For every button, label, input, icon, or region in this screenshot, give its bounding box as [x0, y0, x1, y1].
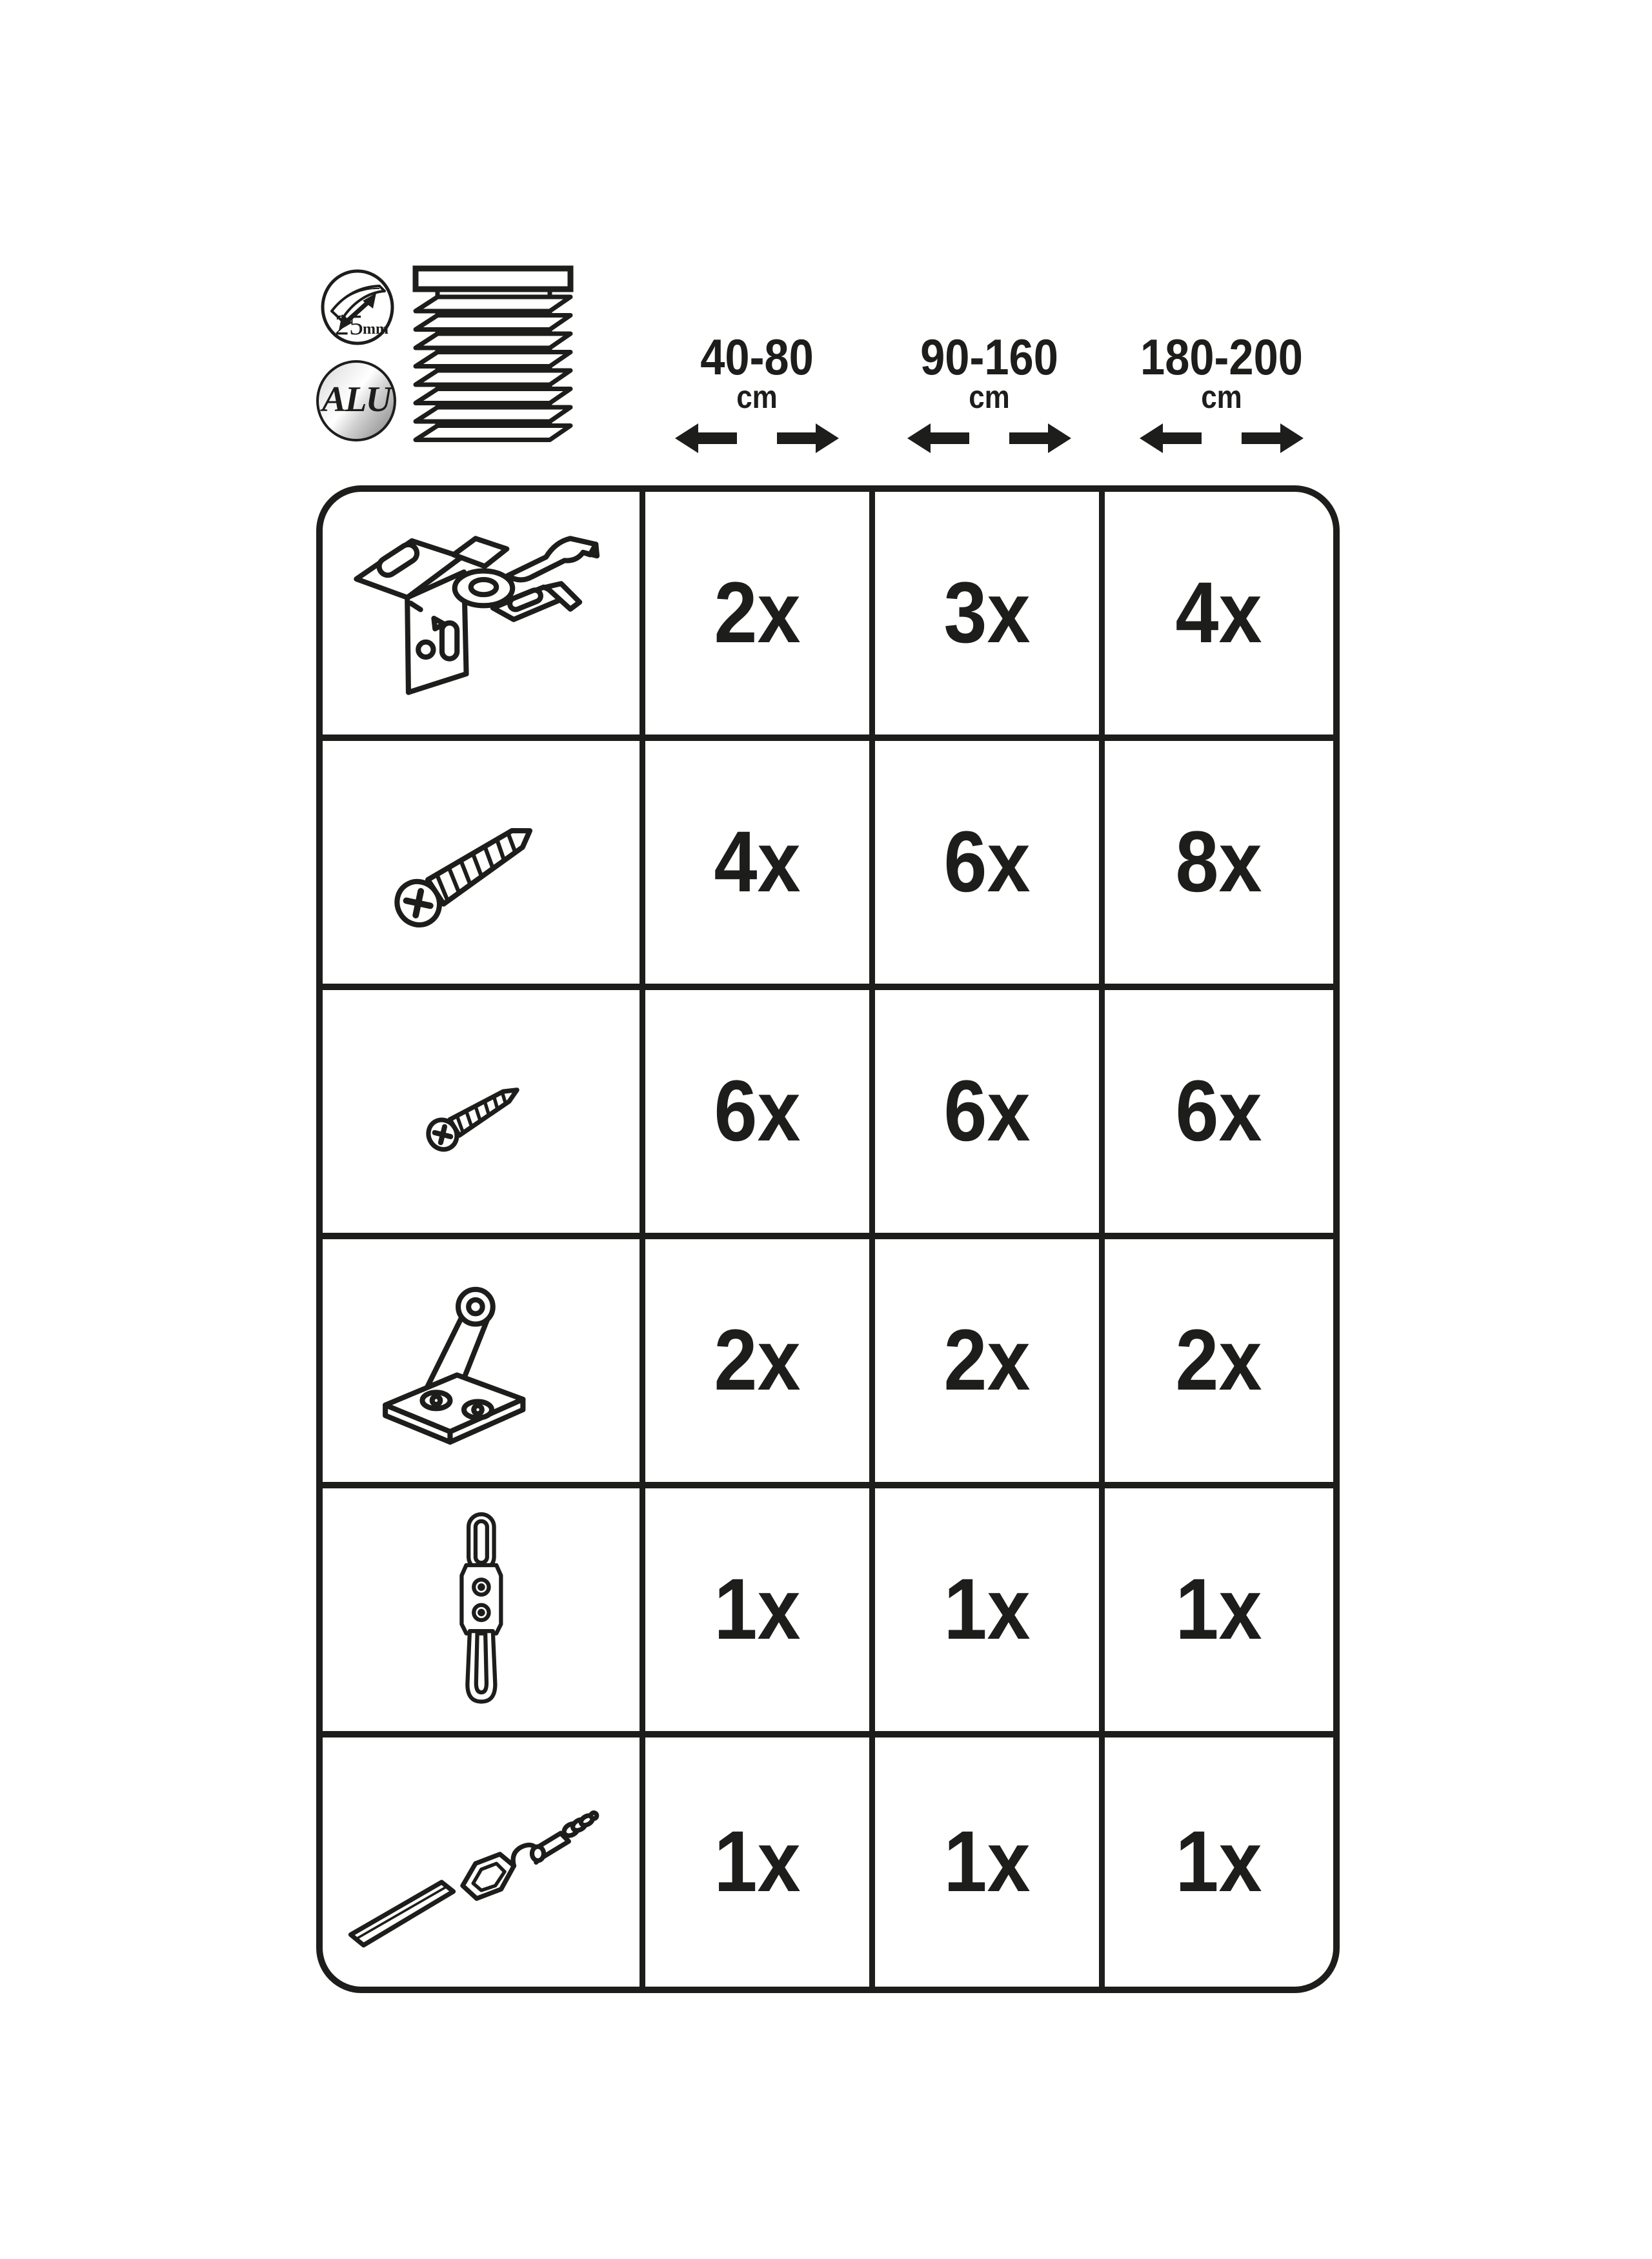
quantity-cell	[875, 1239, 1105, 1488]
quantity-cell	[1105, 741, 1333, 990]
part-cell-hold-down-bracket	[323, 1239, 645, 1488]
quantity-value: 1x	[1175, 1814, 1263, 1910]
quantity-value: 2x	[943, 1312, 1031, 1408]
width-arrows	[1105, 423, 1338, 453]
quantity-cell	[875, 1737, 1105, 1987]
quantity-cell	[1105, 990, 1333, 1239]
quantity-value: 1x	[714, 1814, 801, 1910]
alu-label: ALU	[322, 380, 390, 420]
slat-width-value: 25	[335, 309, 363, 341]
quantity-cell	[1105, 1239, 1333, 1488]
slat-width-unit: mm	[363, 321, 388, 338]
quantity-value: 1x	[1175, 1561, 1263, 1657]
quantity-value: 8x	[1175, 814, 1263, 910]
part-cell-cord-cleat	[323, 1488, 645, 1737]
quantity-cell	[645, 1488, 875, 1737]
size-column-header-90-160	[873, 329, 1105, 453]
quantity-cell	[875, 492, 1105, 741]
hold-down-bracket-icon	[336, 1249, 627, 1472]
part-cell-tilt-wand	[323, 1737, 645, 1987]
quantity-cell	[645, 741, 875, 990]
quantity-cell	[875, 741, 1105, 990]
width-arrows	[873, 423, 1105, 453]
arrow-left-icon	[1140, 423, 1202, 453]
arrow-right-icon	[1009, 423, 1071, 453]
size-column-header-40-80	[641, 329, 873, 453]
quantity-cell	[1105, 1488, 1333, 1737]
quantity-cell	[1105, 1737, 1333, 1987]
large-screw-icon	[336, 751, 627, 974]
quantity-value: 6x	[943, 1063, 1031, 1159]
quantity-cell	[875, 990, 1105, 1239]
quantity-value: 4x	[714, 814, 801, 910]
part-cell-mounting-bracket	[323, 492, 645, 741]
quantity-value: 1x	[943, 1561, 1031, 1657]
slat-width-25mm-icon	[320, 268, 395, 346]
quantity-value: 2x	[1175, 1312, 1263, 1408]
size-range-label: 180-200	[1140, 329, 1303, 385]
arrow-right-icon	[777, 423, 839, 453]
size-unit-label: cm	[736, 379, 778, 415]
size-range-label: 40-80	[700, 329, 814, 385]
venetian-blind-icon	[412, 265, 574, 443]
cord-cleat-icon	[336, 1498, 627, 1721]
part-cell-large-screw	[323, 741, 645, 990]
part-cell-small-screw	[323, 990, 645, 1239]
quantity-value: 2x	[714, 1312, 801, 1408]
small-screw-icon	[336, 1000, 627, 1223]
quantity-cell	[645, 1239, 875, 1488]
arrow-right-icon	[1242, 423, 1304, 453]
quantity-value: 4x	[1175, 565, 1263, 661]
quantity-cell	[645, 990, 875, 1239]
size-range-label: 90-160	[920, 329, 1058, 385]
quantity-cell	[1105, 492, 1333, 741]
mounting-bracket-icon	[336, 501, 627, 725]
parts-quantity-table	[316, 485, 1340, 1993]
alu-material-badge	[316, 360, 396, 441]
size-unit-label: cm	[969, 379, 1010, 415]
quantity-cell	[645, 1737, 875, 1987]
slat-width-badge	[320, 268, 395, 346]
quantity-cell	[645, 492, 875, 741]
quantity-value: 6x	[714, 1063, 801, 1159]
quantity-value: 1x	[714, 1561, 801, 1657]
arrow-left-icon	[675, 423, 737, 453]
size-unit-label: cm	[1201, 379, 1242, 415]
width-arrows	[641, 423, 873, 453]
quantity-value: 6x	[943, 814, 1031, 910]
size-column-header-180-200	[1105, 329, 1338, 453]
quantity-value: 1x	[943, 1814, 1031, 1910]
quantity-cell	[875, 1488, 1105, 1737]
arrow-left-icon	[907, 423, 969, 453]
tilt-wand-icon	[336, 1747, 627, 1976]
quantity-value: 6x	[1175, 1063, 1263, 1159]
quantity-value: 3x	[943, 565, 1031, 661]
quantity-value: 2x	[714, 565, 801, 661]
